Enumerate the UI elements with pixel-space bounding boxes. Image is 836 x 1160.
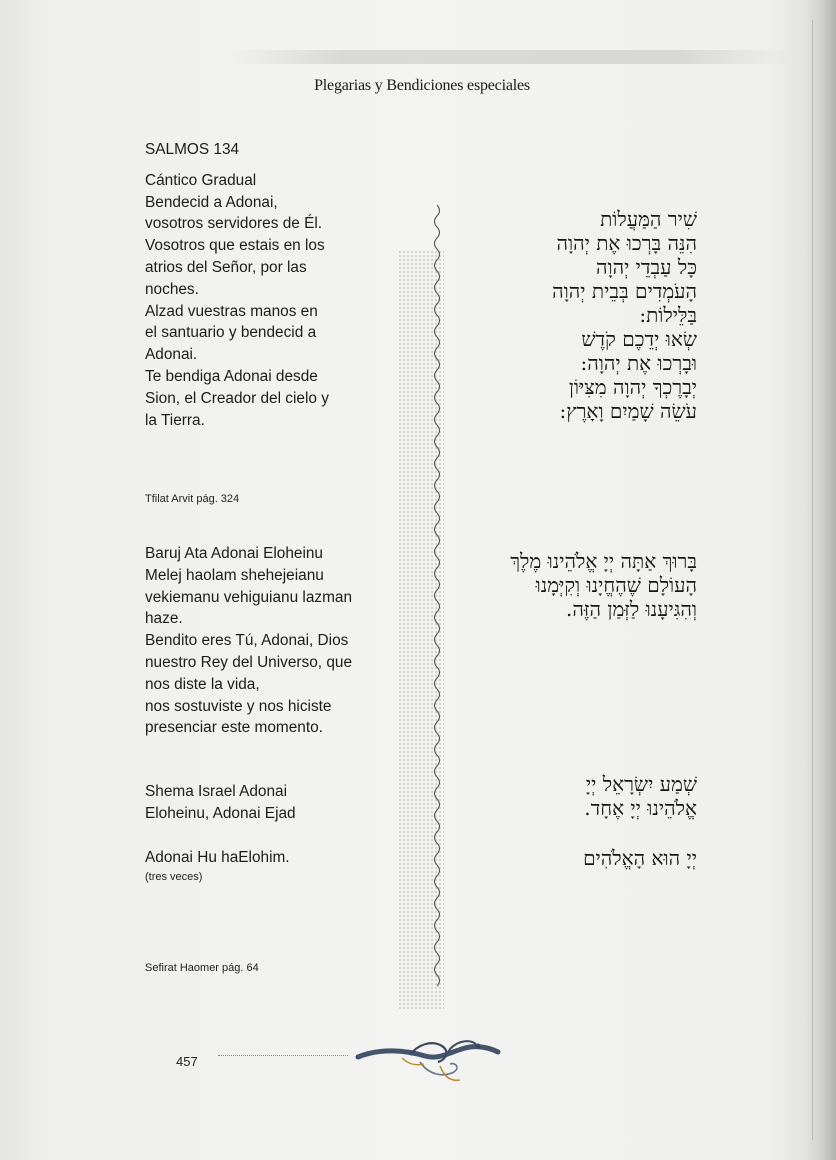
footer-dotted-rule [218,1055,348,1056]
sefirat-reference: Sefirat Haomer pág. 64 [145,962,259,974]
psalm-hebrew-block [552,207,697,423]
adonai-hu-spanish: Adonai Hu haElohim. [145,849,290,866]
hebrew-line: הָעוֹלָם שֶׁהֶחֱיָנוּ וְקִיְּמָנוּ [535,573,697,597]
psalm-line: Alzad vuestras manos en [145,302,318,320]
hebrew-line: עֹשֵׂה שָׁמַיִם וָאָרֶץ: [559,399,697,423]
repeat-note: (tres veces) [145,871,203,883]
wavy-divider [425,205,449,995]
psalm-line: Te bendiga Adonai desde [145,367,318,385]
hebrew-line: וְהִגִּיעָנוּ לַזְּמַן הַזֶּה. [566,597,697,621]
page-edge-shadow [806,0,836,1160]
shema-hebrew-block [584,772,697,820]
blessing-line: nos sostuviste y nos hiciste [145,697,332,715]
shema-spanish-block [145,781,296,825]
hebrew-line: הָעֹמְדִים בְּבֵית יְהוָה [552,279,697,303]
hebrew-line: כָּל עַבְדֵי יְהוָה [595,255,697,279]
psalm-line: Vosotros que estais en los [145,237,325,255]
hebrew-line: שְׁמַע יִשְׂרָאֵל יְיָ [585,772,697,796]
blessing-line: Melej haolam shehejeianu [145,566,324,584]
psalm-reference: Tfilat Arvit pág. 324 [145,493,240,505]
psalm-line: noches. [145,280,199,298]
hebrew-line: הִנֵּה בָּרְכוּ אֶת יְהוָה [556,231,697,255]
psalm-line: atrios del Señor, por las [145,258,307,276]
hebrew-line: יְבָרֶכְךָ יְהוָה מִצִּיּוֹן [568,375,697,399]
shehecheyanu-spanish-block [145,543,352,739]
bleed-through-shadow [230,50,790,64]
psalm-line: la Tierra. [145,411,205,429]
psalm-line: el santuario y bendecid a [145,324,317,342]
shehecheyanu-hebrew-block [510,549,697,621]
hebrew-line: שְׂאוּ יְדֵכֶם קֹדֶשׁ [581,327,697,351]
blessing-line: haze. [145,610,183,628]
psalm-line: Bendecid a Adonai, [145,193,278,211]
page-number: 457 [176,1054,198,1069]
ornament-icon [350,1030,510,1090]
psalm-heading: SALMOS 134 [145,141,240,158]
hebrew-line: בַּלֵּילוֹת: [639,303,697,327]
blessing-line: nos diste la vida, [145,675,260,693]
psalm-line: Cántico Gradual [145,171,257,189]
page-header: Plegarias y Bendiciones especiales [314,77,530,94]
blessing-line: Bendito eres Tú, Adonai, Dios [145,632,349,650]
adonai-hu-hebrew: יְיָ הוּא הָאֱלֹהִים [583,846,697,870]
page-edge-line [812,20,813,1140]
hebrew-line: שִׁיר הַמַּעֲלוֹת [600,207,697,231]
blessing-line: nuestro Rey del Universo, que [145,653,353,671]
shema-line: Eloheinu, Adonai Ejad [145,804,296,822]
hebrew-line: בָּרוּךְ אַתָּה יְיָ אֱלֹהֵינוּ מֶלֶךְ [510,549,697,573]
psalm-spanish-block [145,139,329,431]
shema-line: Shema Israel Adonai [145,783,288,800]
blessing-line: vekiemanu vehiguianu lazman [145,588,353,606]
psalm-line: Sion, el Creador del cielo y [145,389,329,407]
psalm-line: vosotros servidores de Él. [145,215,323,233]
blessing-line: presenciar este momento. [145,719,323,737]
hebrew-line: וּבָרְכוּ אֶת יְהוָה: [580,351,697,375]
psalm-line: Adonai. [145,346,198,364]
blessing-line: Baruj Ata Adonai Eloheinu [145,545,323,562]
hebrew-line: אֱלֹהֵינוּ יְיָ אֶחָד. [584,796,697,820]
